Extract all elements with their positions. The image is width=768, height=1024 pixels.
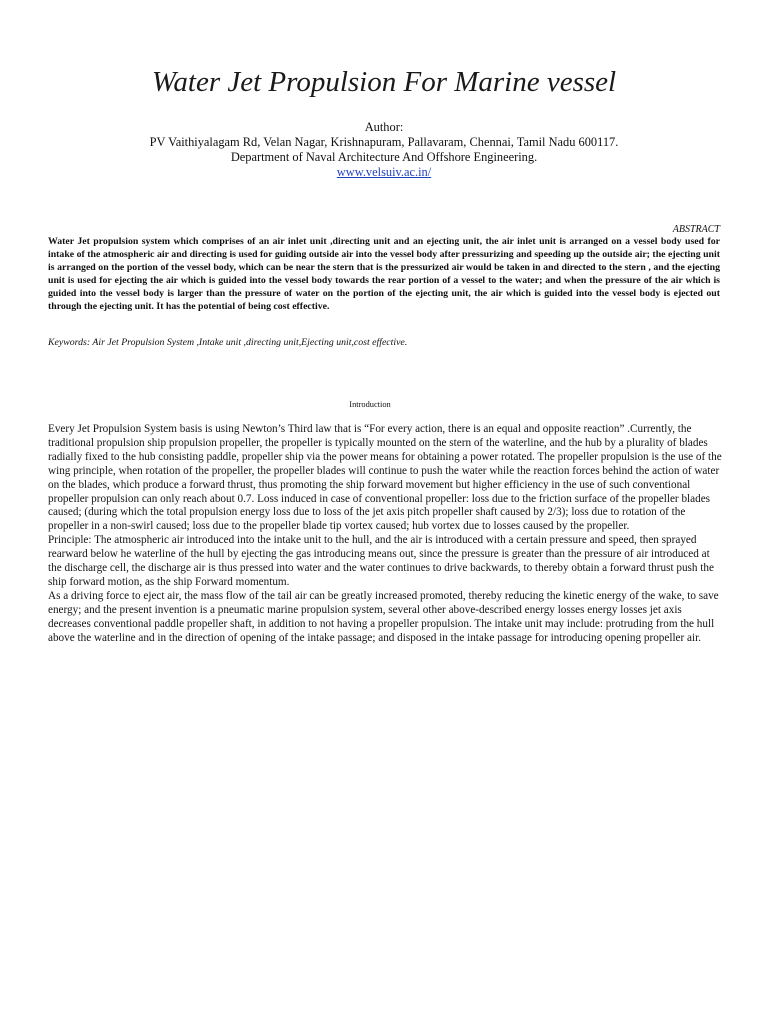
- author-label: Author:: [364, 120, 404, 134]
- abstract-text: Water Jet propulsion system which comprises of an air inlet unit ,directing unit and an ejecting unit, the air inlet unit is arranged on a vessel body used for intake of the atmospheric air and directing is used for guiding outside air into the vessel body after pressurizing and speeding up the outside air; the ejecting unit is arranged on the portion of the vessel body, which can be near the stern that is the pressurized air would be taken in and directed to the stern , and the ejecting unit is used for ejecting the air which is guided into the vessel body towards the rear portion of a vessel to the water; and when the pressure of the air which is guided into the vessel body is larger than the pressure of water on the portion of the ejecting unit, the air which is guided into the vessel body is ejected out through the ejecting unit. It has the potential of being cost effective.: [48, 236, 720, 312]
- department-name: Department of Naval Architecture And Offshore Engineering.: [230, 150, 538, 164]
- website-link[interactable]: www.velsuiv.ac.in/: [336, 165, 432, 179]
- body-paragraph: Every Jet Propulsion System basis is using Newton’s Third law that is “For every action, there is an equal and opposite reaction” .Currently, the traditional propulsion ship propulsion propeller, the propeller is typically mounted on the stern of the waterline, and the hub by a plurality of blades radially fixed to the hub consisting paddle, propeller ship via the power means for obtaining a power rotated. The propeller propulsion is the use of the wing principle, when rotation of the propeller, the propeller blades will continue to push the water while the reaction forces behind the action of water on the blades, which produce a forward thrust, thus promoting the ship forward movement but higher efficiency in the use of such conventional propeller propulsion can only reach about 0.7. Loss induced in case of conventional propeller: loss due to the friction surface of the propeller blades caused; (during which the total propulsion energy loss due to loss of the jet axis pitch propeller shaft caused by 2/3); loss due to rotation of the propeller in a non-swirl caused; loss due to the propeller blade tip vortex caused; hub vortex due to losses caused by the propeller.: [48, 423, 722, 533]
- body-paragraph: Principle: The atmospheric air introduced into the intake unit to the hull, and the air is introduced with a certain pressure and speed, then sprayed rearward below he waterline of the hull by ejecting the gas introducing means out, since the pressure is greater than the pressure of air introduced at the discharge cell, the discharge air is thus pressed into water and the water continues to drive backwards, to thereby obtain a forward thrust push the ship forward motion, as the ship Forward momentum.: [48, 534, 714, 588]
- abstract-label: ABSTRACT: [672, 224, 720, 235]
- introduction-heading: Introduction: [349, 400, 391, 409]
- introduction-body: [48, 423, 722, 646]
- body-paragraph: As a driving force to eject air, the mass flow of the tail air can be greatly increased promoted, thereby reducing the kinetic energy of the wake, to save energy; and the present invention is a pneumatic marine propulsion system, several other above-described energy losses energy losses jet axis decreases conventional paddle propeller shaft, in addition to not having a propeller propulsion. The intake unit may include: protruding from the hull above the waterline and in the direction of opening of the intake passage; and disposed in the intake passage for introducing opening propeller air.: [48, 589, 719, 644]
- author-address: PV Vaithiyalagam Rd, Velan Nagar, Krishnapuram, Pallavaram, Chennai, Tamil Nadu 600117.: [149, 135, 619, 149]
- keywords-line: Keywords: Air Jet Propulsion System ,Intake unit ,directing unit,Ejecting unit,cost effective.: [48, 337, 408, 348]
- paper-title: Water Jet Propulsion For Marine vessel: [151, 66, 617, 98]
- author-block: [40, 120, 728, 180]
